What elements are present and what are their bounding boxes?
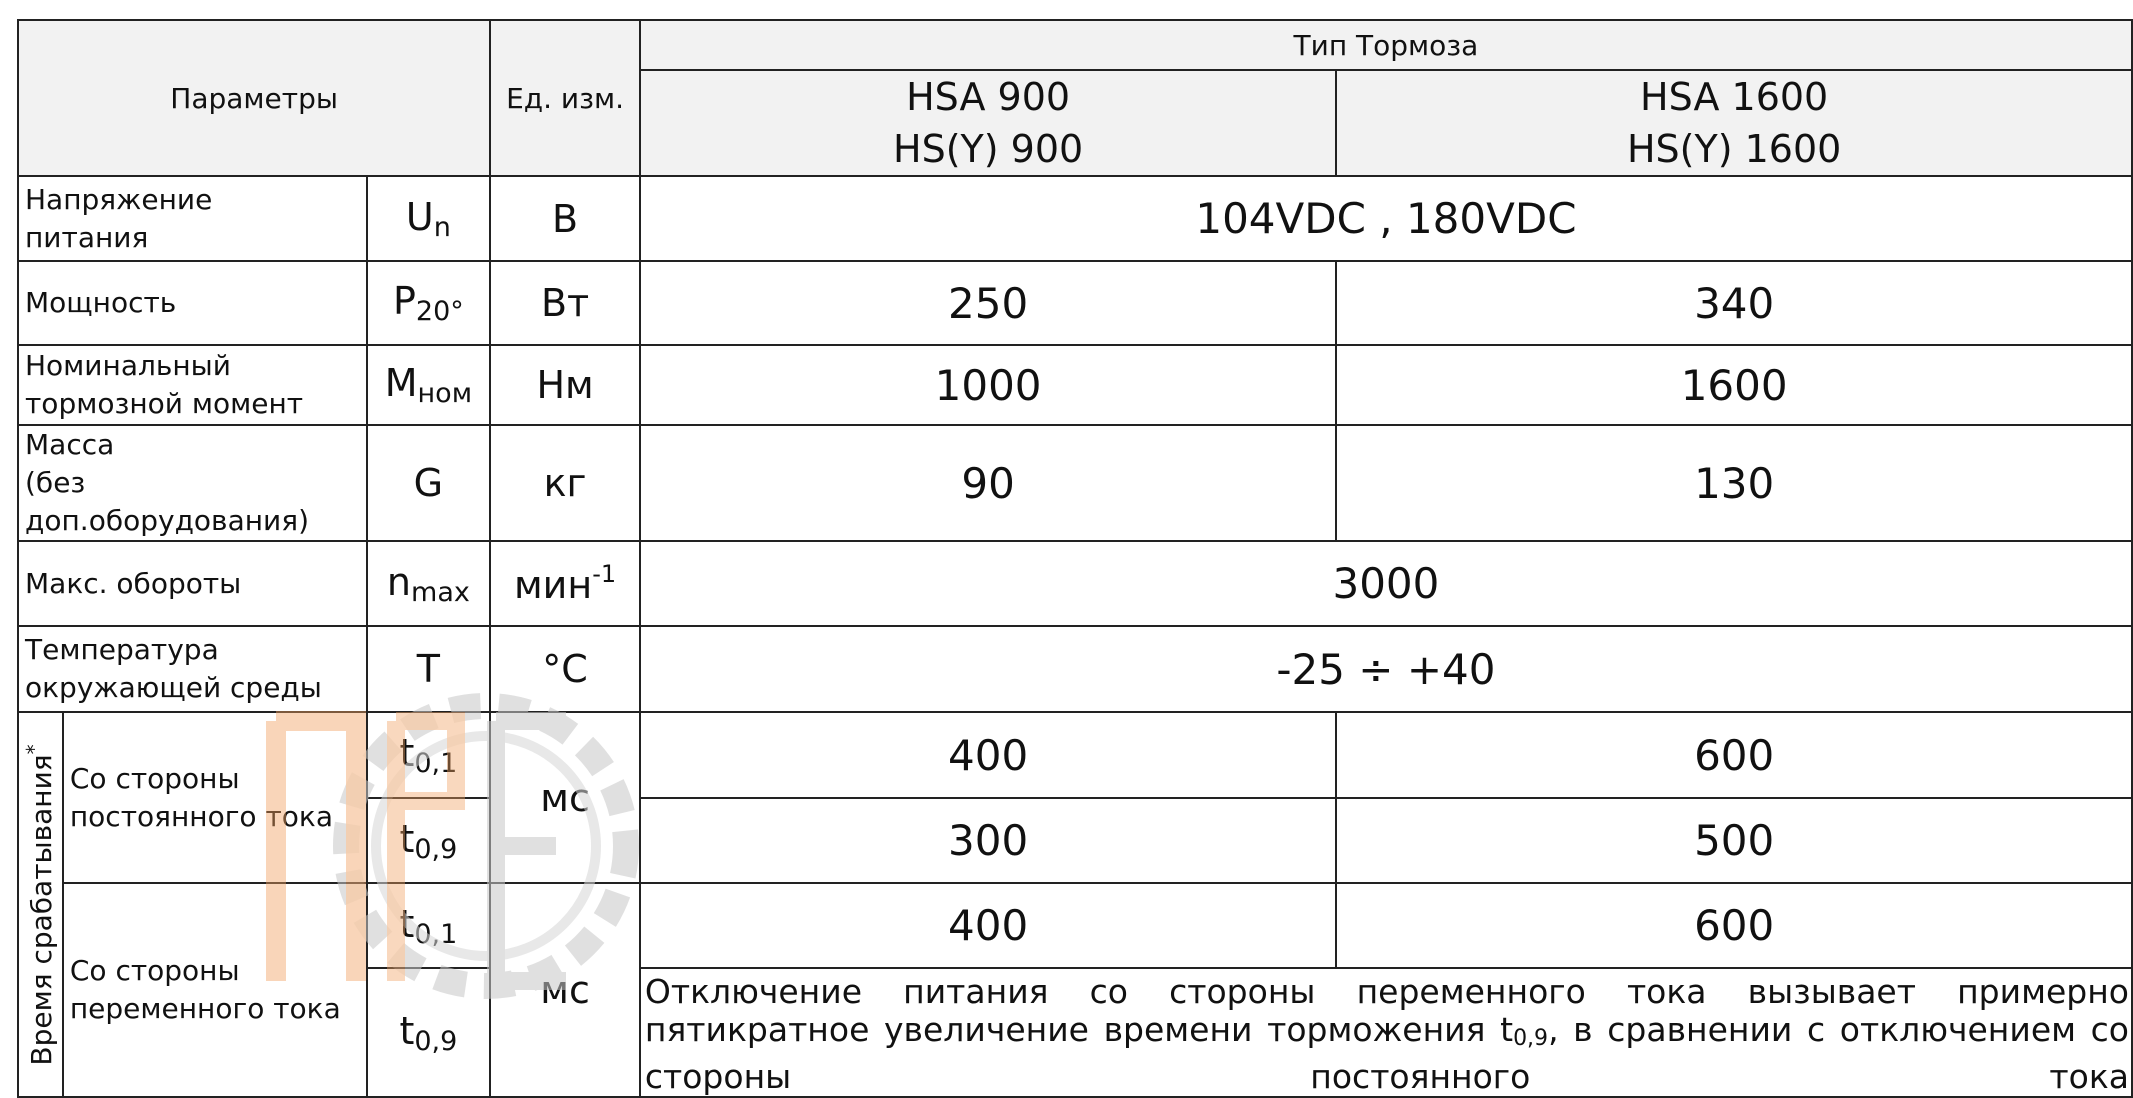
row-temperature xyxy=(18,626,2132,712)
param-dc-side: Со стороны постоянного тока xyxy=(63,712,367,883)
symbol-temperature: T xyxy=(367,626,491,712)
symbol-dc-t01: $t_{0,1}$ xyxy=(367,712,491,798)
model-900-line2: HS(Y) 900 xyxy=(893,127,1084,171)
value-torque-1600: 1600 xyxy=(1336,345,2132,425)
brake-spec-table xyxy=(17,19,2133,1098)
header-model-900 xyxy=(640,70,1336,176)
row-ac-t01 xyxy=(18,883,2132,968)
row-torque xyxy=(18,345,2132,425)
value-ac-t01-1600: 600 xyxy=(1336,883,2132,968)
value-power-1600: 340 xyxy=(1336,261,2132,345)
param-voltage: Напряжение питания xyxy=(18,176,367,261)
unit-dc-ms: мс xyxy=(490,712,640,883)
value-voltage: 104VDC , 180VDC xyxy=(640,176,2132,261)
row-power xyxy=(18,261,2132,345)
param-mass: Масса (без доп.оборудования) xyxy=(18,425,367,541)
value-ac-t01-900: 400 xyxy=(640,883,1336,968)
param-ac-side: Со стороны переменного тока xyxy=(63,883,367,1097)
header-unit: Ед. изм. xyxy=(490,20,640,176)
value-dc-t09-900: 300 xyxy=(640,798,1336,883)
spec-table-wrapper xyxy=(17,19,2133,1098)
header-params: Параметры xyxy=(18,20,490,176)
value-dc-t01-1600: 600 xyxy=(1336,712,2132,798)
unit-torque: Нм xyxy=(490,345,640,425)
symbol-torque: $M_{ном}$ xyxy=(367,345,491,425)
value-torque-900: 1000 xyxy=(640,345,1336,425)
model-1600-line2: HS(Y) 1600 xyxy=(1626,127,1842,171)
unit-temperature: °C xyxy=(490,626,640,712)
row-dc-t01 xyxy=(18,712,2132,798)
symbol-power: $P_{20^\circ}$ xyxy=(367,261,491,345)
param-power: Мощность xyxy=(18,261,367,345)
model-1600-line1: HSA 1600 xyxy=(1640,75,1829,119)
value-power-900: 250 xyxy=(640,261,1336,345)
unit-mass: кг xyxy=(490,425,640,541)
value-mass-1600: 130 xyxy=(1336,425,2132,541)
param-torque: Номинальный тормозной момент xyxy=(18,345,367,425)
param-speed: Макс. обороты xyxy=(18,541,367,626)
header-brake-type: Тип Тормоза xyxy=(640,20,2132,70)
value-mass-900: 90 xyxy=(640,425,1336,541)
row-voltage xyxy=(18,176,2132,261)
header-model-1600 xyxy=(1336,70,2132,176)
unit-ac-ms: мс xyxy=(490,883,640,1097)
row-mass xyxy=(18,425,2132,541)
symbol-ac-t09: $t_{0,9}$ xyxy=(367,968,491,1097)
model-900-line1: HSA 900 xyxy=(906,75,1071,119)
symbol-ac-t01: $t_{0,1}$ xyxy=(367,883,491,968)
value-dc-t01-900: 400 xyxy=(640,712,1336,798)
unit-speed: мин$^{-1}$ xyxy=(490,541,640,626)
symbol-speed: $n_{max}$ xyxy=(367,541,491,626)
value-dc-t09-1600: 500 xyxy=(1336,798,2132,883)
response-time-label: Время срабатывания* xyxy=(18,712,63,1097)
symbol-dc-t09: $t_{0,9}$ xyxy=(367,798,491,883)
unit-voltage: В xyxy=(490,176,640,261)
row-speed xyxy=(18,541,2132,626)
value-temperature: -25 ÷ +40 xyxy=(640,626,2132,712)
symbol-mass: G xyxy=(367,425,491,541)
symbol-voltage: $U_n$ xyxy=(367,176,491,261)
value-speed: 3000 xyxy=(640,541,2132,626)
unit-power: Вт xyxy=(490,261,640,345)
ac-note: Отключение питания со стороны переменного тока вызывает примерно пятикратное увеличение времени торможения $t_{0,9}$, в сравнении с отключением со стороны постоянного тока xyxy=(640,968,2132,1097)
param-temperature: Температура окружающей среды xyxy=(18,626,367,712)
